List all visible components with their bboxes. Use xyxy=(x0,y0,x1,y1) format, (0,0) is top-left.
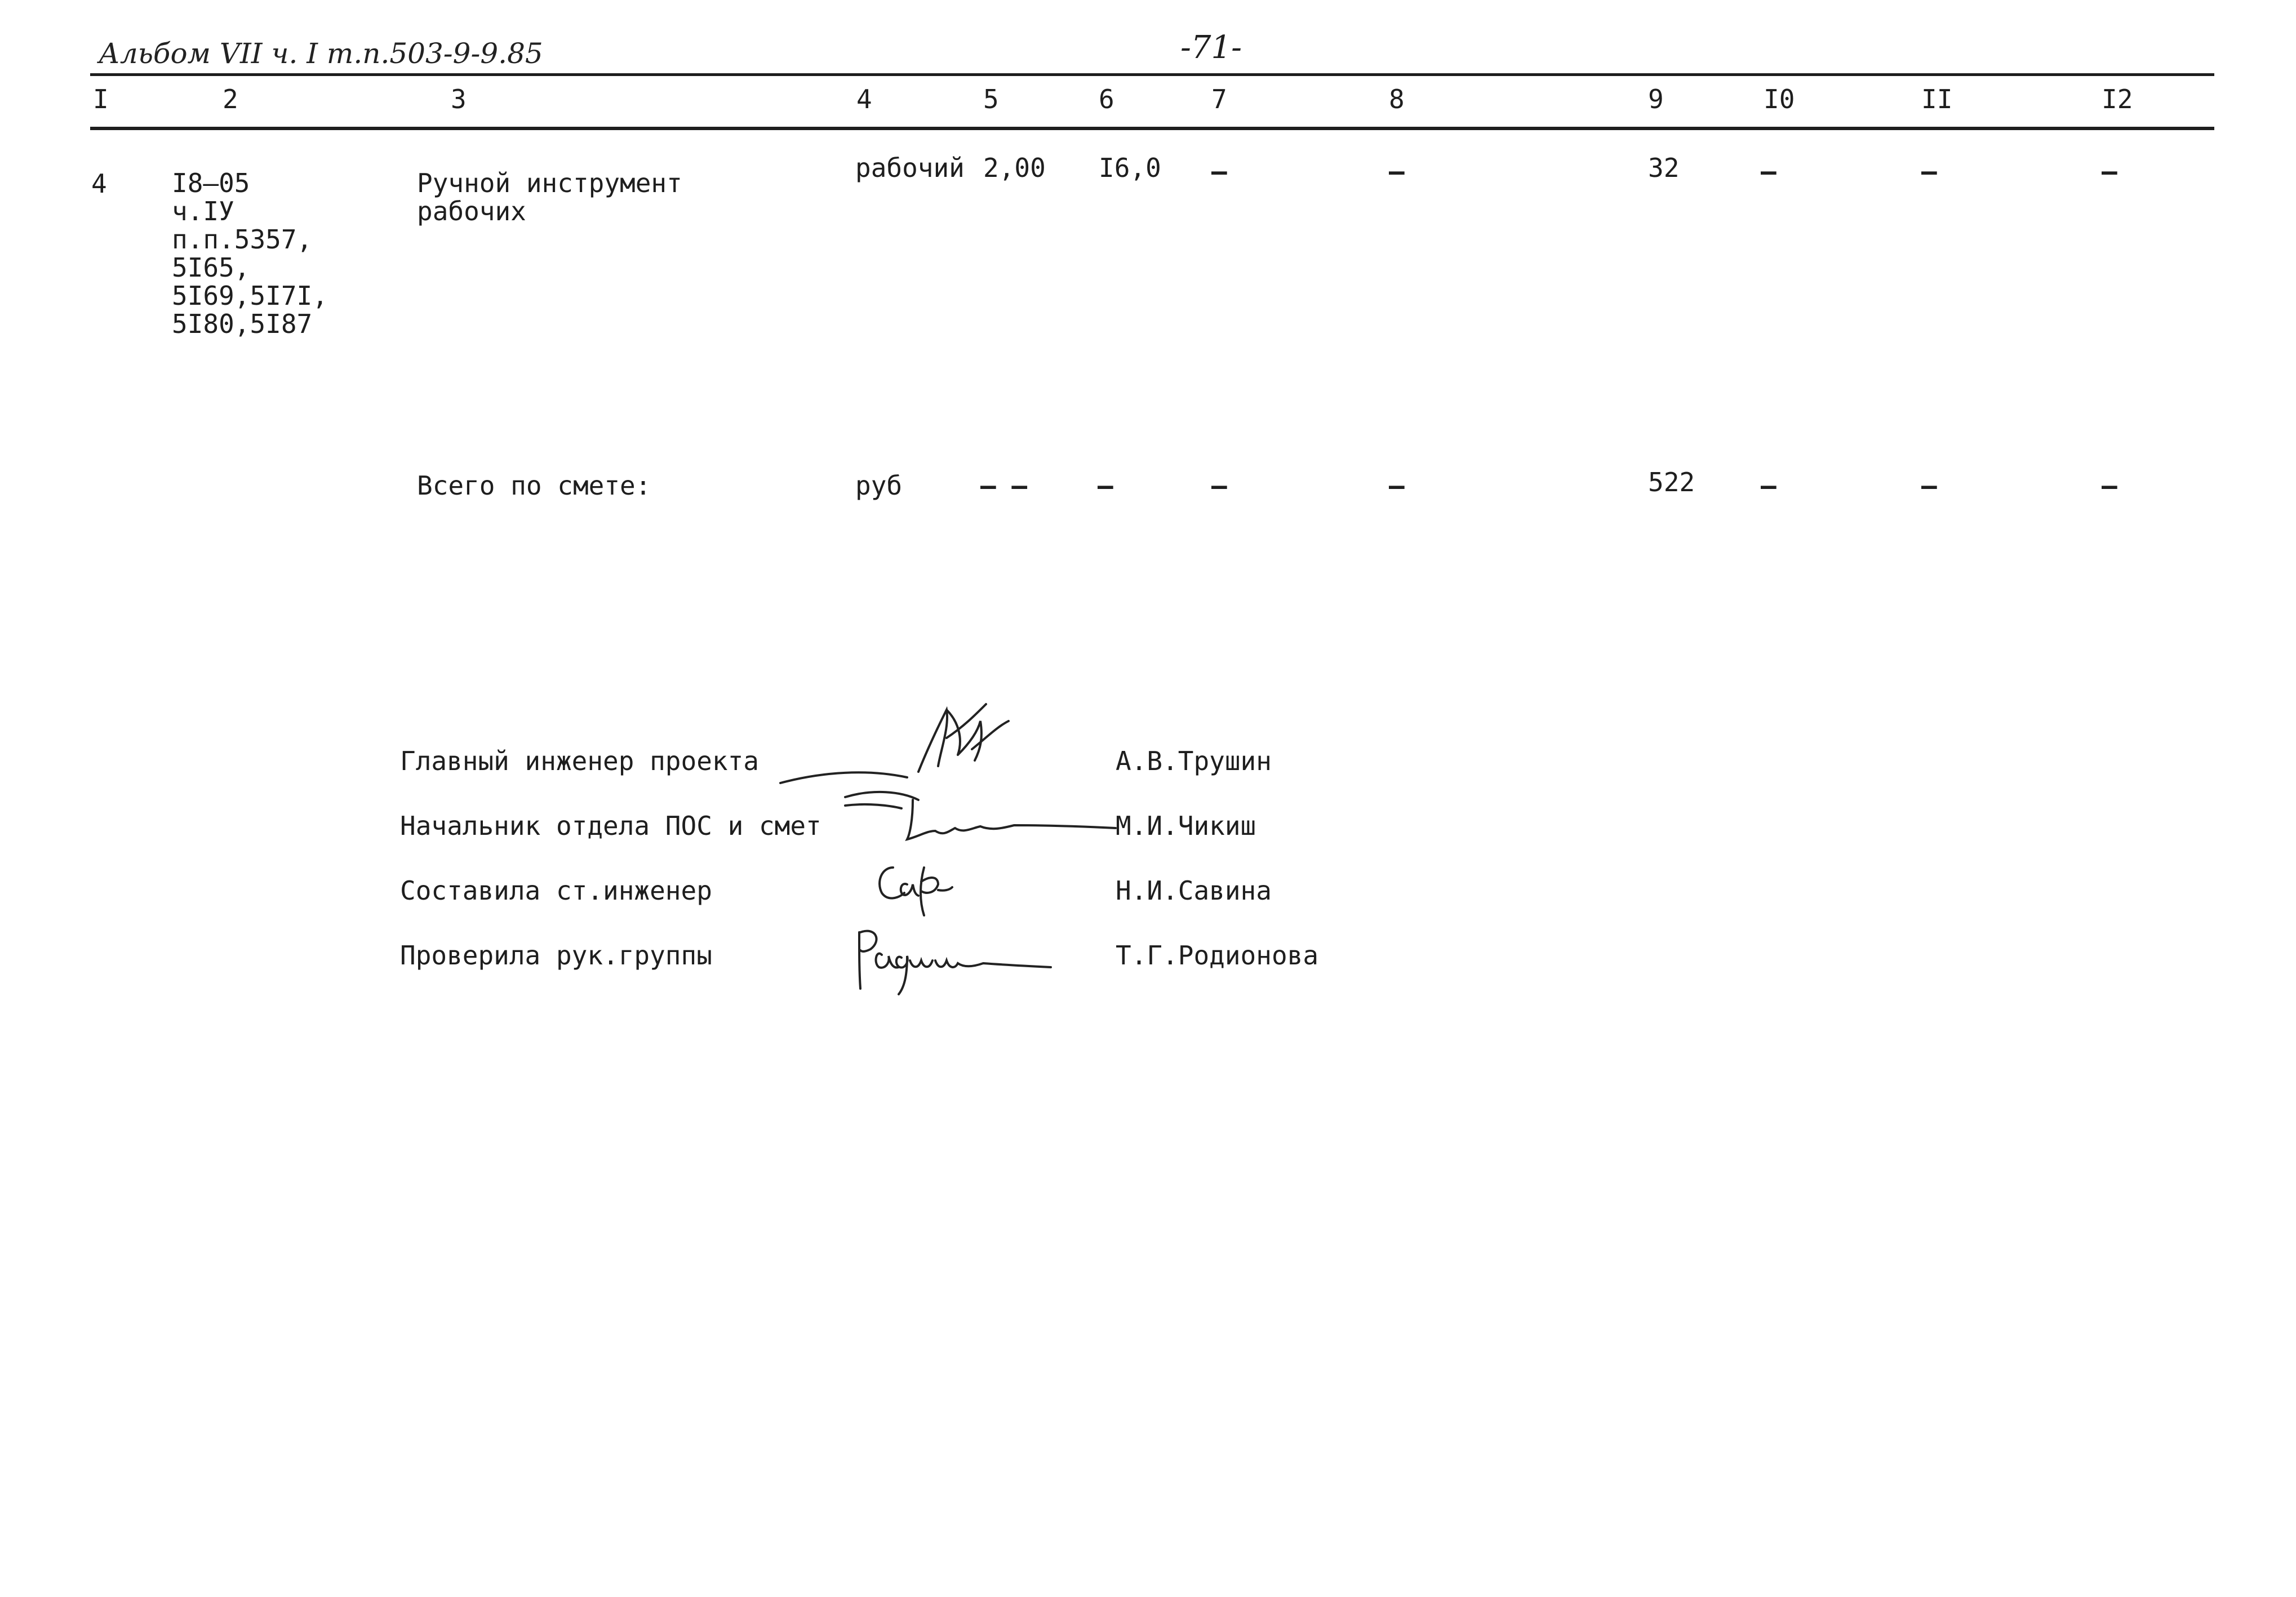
signature-role-3: Составила ст.инженер xyxy=(400,875,712,906)
row-c10: – xyxy=(1761,156,1777,186)
row-c12: – xyxy=(2102,156,2117,186)
total-c6: – xyxy=(1098,470,1113,501)
col-header-6: 6 xyxy=(1099,84,1114,114)
row-code: I8–05 ч.IУ п.п.5357, 5I65, 5I69,5I7I, 5I80,5I87 xyxy=(172,168,328,339)
signature-name-2: М.И.Чикиш xyxy=(1116,811,1256,841)
col-header-3: 3 xyxy=(451,84,467,114)
total-c11: – xyxy=(1921,470,1937,501)
row-c8: – xyxy=(1389,156,1405,186)
handwritten-signature-2 xyxy=(834,775,1127,848)
header-bottom-rule xyxy=(90,127,2214,130)
signature-role-1: Главный инженер проекта xyxy=(400,746,759,776)
total-c5: – – xyxy=(980,470,1028,501)
total-c8: – xyxy=(1389,470,1405,501)
col-header-10: I0 xyxy=(1764,84,1795,114)
col-header-9: 9 xyxy=(1648,84,1664,114)
page-number: -71- xyxy=(1180,29,1242,66)
row-price: I6,0 xyxy=(1099,153,1161,183)
handwritten-signature-3 xyxy=(868,851,980,924)
handwritten-signature-1 xyxy=(778,687,1093,789)
col-header-11: II xyxy=(1921,84,1953,114)
handwritten-signature-4 xyxy=(848,915,1062,1006)
signature-role-2: Начальник отдела ПОС и смет xyxy=(400,811,821,841)
row-total: 32 xyxy=(1648,153,1680,183)
total-c10: – xyxy=(1761,470,1777,501)
signature-name-3: Н.И.Савина xyxy=(1116,875,1272,906)
row-qty: 2,00 xyxy=(983,153,1046,183)
row-number: 4 xyxy=(91,168,107,199)
album-reference: Альбом VII ч. I т.п.503-9-9.85 xyxy=(99,37,543,70)
row-description: Ручной инструмент рабочих xyxy=(417,168,682,226)
signature-name-1: А.В.Трушин xyxy=(1116,746,1272,776)
total-sum: 522 xyxy=(1648,467,1695,497)
row-c11: – xyxy=(1921,156,1937,186)
total-c7: – xyxy=(1211,470,1227,501)
row-unit: рабочий xyxy=(855,153,965,183)
col-header-8: 8 xyxy=(1389,84,1405,114)
row-c7: – xyxy=(1211,156,1227,186)
total-unit: руб xyxy=(855,470,903,501)
col-header-5: 5 xyxy=(983,84,999,114)
total-c12: – xyxy=(2102,470,2117,501)
col-header-2: 2 xyxy=(223,84,238,114)
signature-name-4: Т.Г.Родионова xyxy=(1116,940,1319,971)
col-header-4: 4 xyxy=(856,84,872,114)
header-top-rule xyxy=(90,73,2214,76)
total-label: Всего по смете: xyxy=(417,470,651,501)
col-header-7: 7 xyxy=(1211,84,1227,114)
col-header-1: I xyxy=(93,84,109,114)
signature-role-4: Проверила рук.группы xyxy=(400,940,712,971)
col-header-12: I2 xyxy=(2102,84,2133,114)
